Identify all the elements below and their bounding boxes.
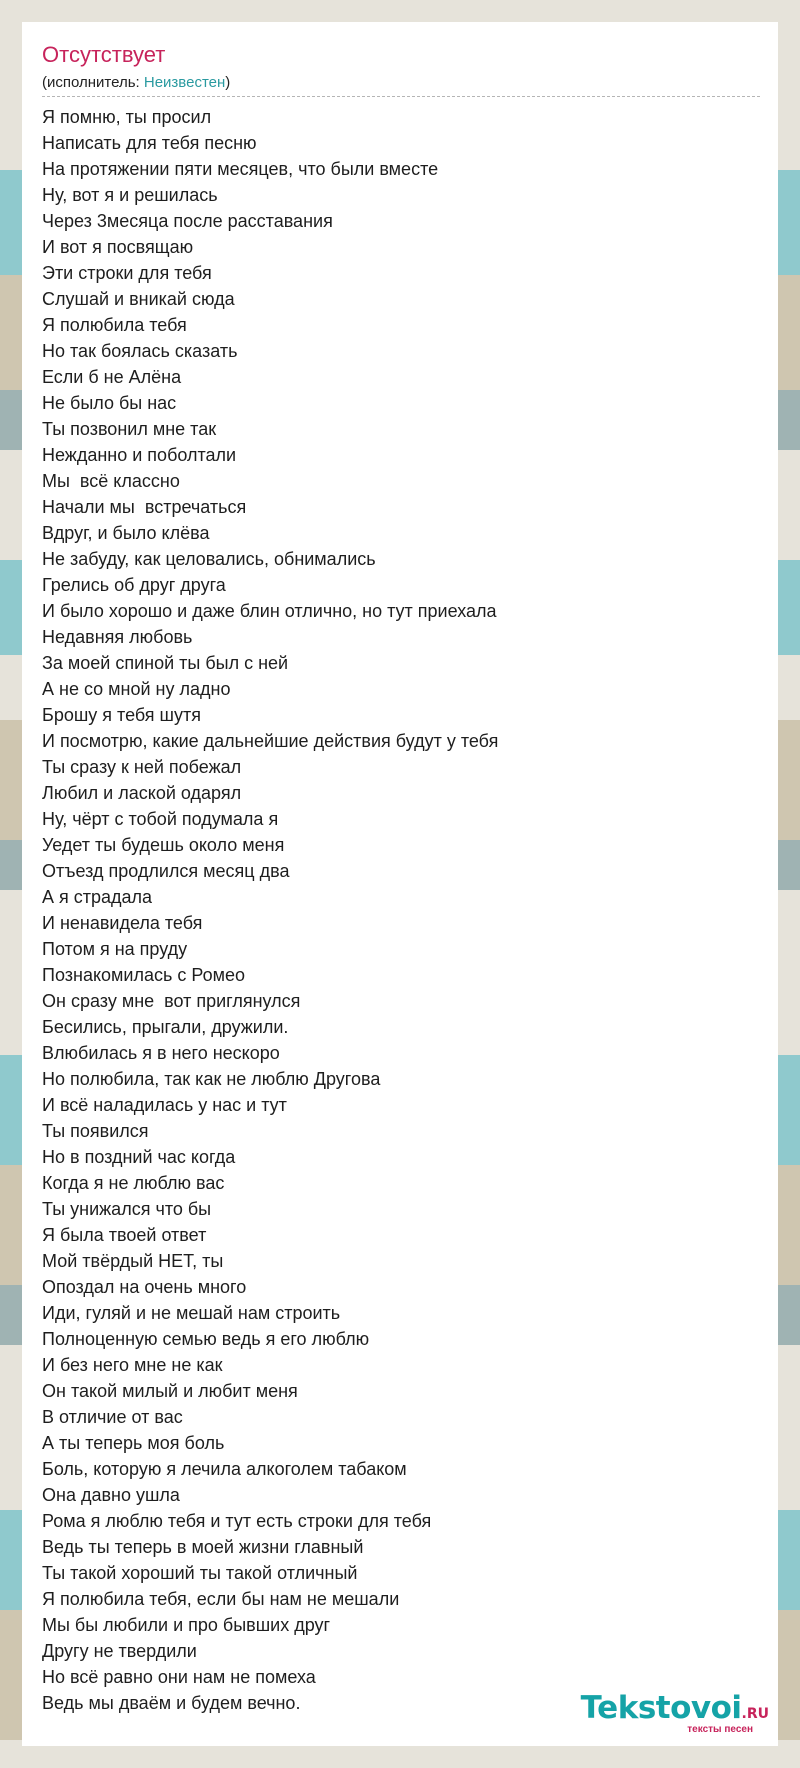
lyric-line: И вот я посвящаю bbox=[42, 237, 194, 257]
lyric-line: Ты унижался что бы bbox=[42, 1199, 212, 1219]
lyric-line: Отъезд продлился месяц два bbox=[42, 861, 290, 881]
lyric-line: А не со мной ну ладно bbox=[42, 679, 231, 699]
lyric-line: И ненавидела тебя bbox=[42, 913, 203, 933]
lyric-line: Иди, гуляй и не мешай нам строить bbox=[42, 1303, 341, 1323]
lyrics-text bbox=[42, 104, 762, 1716]
lyric-line: В отличие от вас bbox=[42, 1407, 183, 1427]
lyric-line: Боль, которую я лечила алкоголем табаком bbox=[42, 1459, 407, 1479]
lyric-line: Полноценную семью ведь я его люблю bbox=[42, 1329, 370, 1349]
logo-tld: .RU bbox=[741, 1706, 769, 1722]
lyric-line: Написать для тебя песню bbox=[42, 133, 257, 153]
lyric-line: Ну, чёрт с тобой подумала я bbox=[42, 809, 279, 829]
lyric-line: Она давно ушла bbox=[42, 1485, 180, 1505]
lyric-line: Начали мы встречаться bbox=[42, 497, 247, 517]
lyric-line: Не было бы нас bbox=[42, 393, 177, 413]
logo-name: Tekstovoi bbox=[580, 1690, 742, 1726]
lyric-line: И было хорошо и даже блин отлично, но тут приехала bbox=[42, 601, 497, 621]
lyric-line: Но полюбила, так как не люблю Другова bbox=[42, 1069, 381, 1089]
lyric-line: Ведь ты теперь в моей жизни главный bbox=[42, 1537, 364, 1557]
lyric-line: И всё наладилась у нас и тут bbox=[42, 1095, 287, 1115]
lyric-line: Но в поздний час когда bbox=[42, 1147, 236, 1167]
lyric-line: Опоздал на очень много bbox=[42, 1277, 247, 1297]
lyric-line: Брошу я тебя шутя bbox=[42, 705, 201, 725]
lyric-line: Бесились, прыгали, дружили. bbox=[42, 1017, 289, 1037]
lyric-line: Другу не твердили bbox=[42, 1641, 197, 1661]
lyric-line: Если б не Алёна bbox=[42, 367, 182, 387]
performer-prefix: (исполнитель: bbox=[42, 74, 144, 91]
artist-link[interactable]: Неизвестен bbox=[143, 74, 226, 91]
lyric-line: А я страдала bbox=[42, 887, 153, 907]
lyric-line: Грелись об друг друга bbox=[42, 575, 226, 595]
lyric-line: Ты появился bbox=[42, 1121, 149, 1141]
lyric-line: Не забуду, как целовались, обнимались bbox=[42, 549, 376, 569]
lyric-line: За моей спиной ты был с ней bbox=[42, 653, 289, 673]
logo-tagline: тексты песен bbox=[687, 1724, 753, 1735]
lyric-line: Нежданно и поболтали bbox=[42, 445, 237, 465]
lyric-line: Он такой милый и любит меня bbox=[42, 1381, 298, 1401]
lyric-line: А ты теперь моя боль bbox=[42, 1433, 225, 1453]
performer-suffix: ) bbox=[225, 74, 231, 91]
lyric-line: Через 3месяца после расставания bbox=[42, 211, 333, 231]
lyric-line: И посмотрю, какие дальнейшие действия будут у тебя bbox=[42, 731, 499, 751]
lyric-line: Любил и лаской одарял bbox=[42, 783, 242, 803]
lyric-line: Ты сразу к ней побежал bbox=[42, 757, 242, 777]
lyric-line: Я была твоей ответ bbox=[42, 1225, 207, 1245]
lyric-line: Мы бы любили и про бывших друг bbox=[42, 1615, 331, 1635]
title-divider bbox=[42, 96, 760, 97]
lyric-line: Уедет ты будешь около меня bbox=[42, 835, 285, 855]
song-title: Отсутствует bbox=[42, 42, 166, 67]
site-logo[interactable] bbox=[569, 1691, 769, 1735]
lyric-line: Но так боялась сказать bbox=[42, 341, 238, 361]
lyric-line: Мы всё классно bbox=[42, 471, 180, 491]
lyric-line: Ведь мы дваём и будем вечно. bbox=[42, 1693, 301, 1713]
lyric-line: Недавняя любовь bbox=[42, 627, 193, 647]
lyric-line: Я помню, ты просил bbox=[42, 107, 212, 127]
lyric-line: Влюбилась я в него нескоро bbox=[42, 1043, 280, 1063]
lyric-line: Эти строки для тебя bbox=[42, 263, 212, 283]
lyric-line: Ты такой хороший ты такой отличный bbox=[42, 1563, 358, 1583]
lyric-line: Слушай и вникай сюда bbox=[42, 289, 235, 309]
lyric-line: И без него мне не как bbox=[42, 1355, 223, 1375]
lyric-line: Когда я не люблю вас bbox=[42, 1173, 225, 1193]
lyric-line: Потом я на пруду bbox=[42, 939, 188, 959]
lyric-line: Рома я люблю тебя и тут есть строки для тебя bbox=[42, 1511, 432, 1531]
lyric-line: Он сразу мне вот приглянулся bbox=[42, 991, 301, 1011]
lyric-line: Ты позвонил мне так bbox=[42, 419, 217, 439]
lyric-line: На протяжении пяти месяцев, что были вместе bbox=[42, 159, 439, 179]
lyric-line: Ну, вот я и решилась bbox=[42, 185, 218, 205]
lyric-line: Я полюбила тебя bbox=[42, 315, 187, 335]
performer-line bbox=[42, 74, 230, 92]
lyric-line: Познакомилась с Ромео bbox=[42, 965, 245, 985]
lyrics-card bbox=[22, 22, 778, 1746]
lyric-line: Мой твёрдый НЕТ, ты bbox=[42, 1251, 224, 1271]
lyric-line: Вдруг, и было клёва bbox=[42, 523, 210, 543]
lyric-line: Но всё равно они нам не помеха bbox=[42, 1667, 316, 1687]
lyric-line: Я полюбила тебя, если бы нам не мешали bbox=[42, 1589, 400, 1609]
